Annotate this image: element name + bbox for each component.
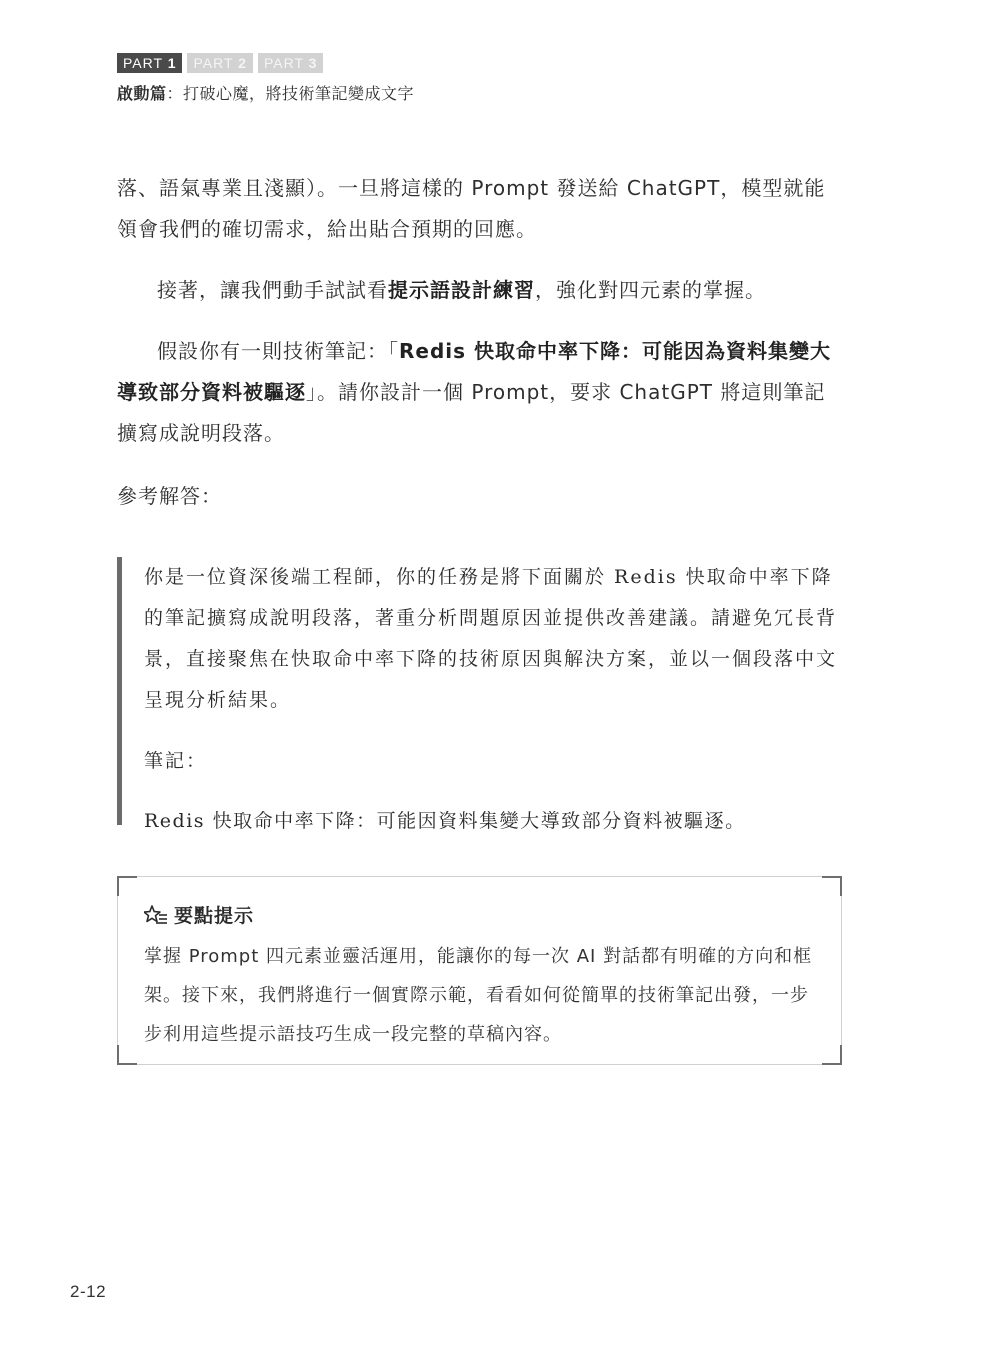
part-tab-2 [187,53,252,73]
part-tabs [117,53,323,73]
part-tab-label: PART [263,55,304,71]
page-number: 2-12 [70,1282,107,1301]
tip-heading [144,901,254,928]
prompt-example-block [117,557,842,832]
corner-mark [117,1045,137,1065]
tip-box [117,876,842,1065]
chapter-subtitle: ：打破心魔，將技術筆記變成文字 [166,84,415,103]
paragraph-practice-after: ，強化對四元素的掌握。 [535,278,766,302]
paragraph-practice-before: 接著，讓我們動手試試看 [157,278,388,302]
part-tab-3 [258,53,323,73]
corner-mark [822,1045,842,1065]
paragraph-exercise-bold: Redis 快取命中率下降：可能因為資料集變大導致部分資料被驅逐 [117,339,832,404]
chapter-title [117,81,414,104]
corner-mark [117,876,137,896]
part-tab-number: 2 [238,55,247,71]
paragraph-practice [117,270,842,311]
reference-answer-label: 參考解答： [117,484,222,508]
part-tab-number: 3 [308,55,318,71]
paragraph-intro: 落、語氣專業且淺顯）。一旦將這樣的 Prompt 發送給 ChatGPT，模型就能領會我們的確切需求，給出貼合預期的回應。 [117,176,826,241]
prompt-note-text: Redis 快取命中率下降：可能因資料集變大導致部分資料被驅逐。 [144,810,746,832]
paragraph-practice-bold: 提示語設計練習 [388,278,535,302]
part-tab-label: PART [193,55,234,71]
paragraph-exercise-before: 假設你有一則技術筆記：「 [157,339,399,363]
tip-title: 要點提示 [174,905,255,927]
paragraph-exercise-after: 」。請你設計一個 Prompt，要求 ChatGPT 將這則筆記擴寫成說明段落。 [117,380,826,445]
tip-body: 掌握 Prompt 四元素並靈活運用，能讓你的每一次 AI 對話都有明確的方向和框架。接下來，我們將進行一個實際示範，看看如何從簡單的技術筆記出發，一步步利用這些提示語技巧生成一段完整的草稿內容。 [144,946,813,1045]
part-tab-number: 1 [167,55,177,71]
paragraph-exercise [117,331,842,454]
prompt-example-text: 你是一位資深後端工程師，你的任務是將下面關於 Redis 快取命中率下降的筆記擴寫成說明段落，著重分析問題原因並提供改善建議。請避免冗長背景，直接聚焦在快取命中率下降的技術原因與解決方案，並以一個段落中文呈現分析結果。 [144,566,838,711]
part-tab-1 [117,53,182,73]
chapter-label: 啟動篇 [117,84,167,103]
corner-mark [822,876,842,896]
part-tab-label: PART [123,55,163,71]
prompt-note-label: 筆記： [144,750,208,772]
star-list-icon [144,904,168,926]
